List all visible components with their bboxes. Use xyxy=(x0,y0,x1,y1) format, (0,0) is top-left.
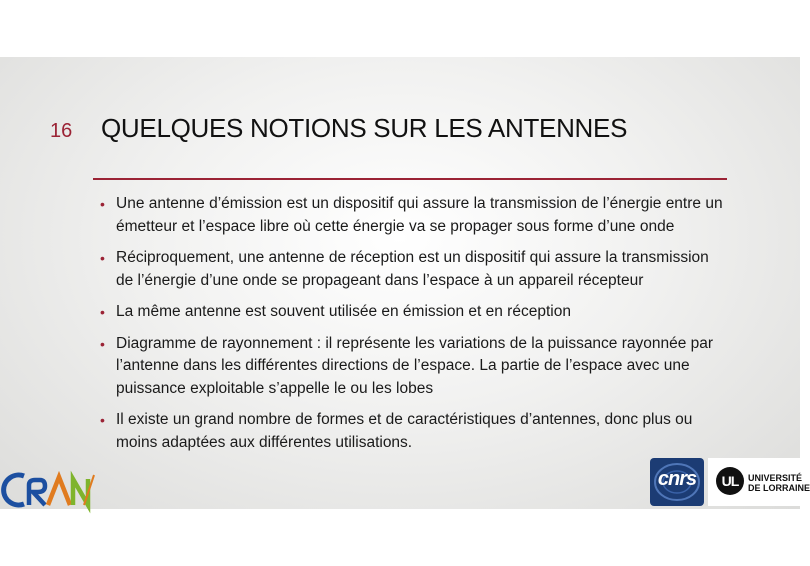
bullet-item xyxy=(100,247,730,292)
bullet-dot-icon: • xyxy=(100,412,105,428)
bullet-dot-icon: • xyxy=(100,304,105,320)
bullet-item xyxy=(100,333,730,401)
bullet-text: La même antenne est souvent utilisée en émission et en réception xyxy=(116,303,571,320)
bullet-text: Il existe un grand nombre de formes et de caractéristiques d’antennes, donc plus ou moins adaptées aux différentes utilisations. xyxy=(116,411,693,451)
ul-line-1: UNIVERSITÉ xyxy=(748,473,803,483)
bullet-item xyxy=(100,409,730,454)
bullet-text: Diagramme de rayonnement : il représente les variations de la puissance rayonnée par l’antenne dans les différentes directions de l’espace. La partie de l’espace avec une puissance exploitable s’appelle le ou les lobes xyxy=(116,334,714,397)
bullet-item xyxy=(100,193,730,238)
slide xyxy=(0,57,803,509)
universite-lorraine-logo xyxy=(708,458,810,506)
bullet-dot-icon: • xyxy=(100,250,105,266)
bullet-dot-icon: • xyxy=(100,335,105,352)
cnrs-logo xyxy=(650,458,704,506)
ul-mark-icon: UL xyxy=(716,467,744,495)
cran-logo xyxy=(0,467,98,512)
bullet-text: Une antenne d’émission est un dispositif qui assure la transmission de l’énergie entre un émetteur et l’espace libre où cette énergie va se propager sous forme d’une onde xyxy=(116,195,723,235)
slide-title: QUELQUES NOTIONS SUR LES ANTENNES xyxy=(101,113,628,143)
slide-number: 16 xyxy=(50,120,73,142)
bullet-list xyxy=(100,193,730,463)
title-underline xyxy=(93,178,727,180)
ul-line-2: DE LORRAINE xyxy=(748,483,810,493)
bullet-item xyxy=(100,301,730,324)
bullet-text: Réciproquement, une antenne de réception est un dispositif qui assure la transmission de l’énergie d’une onde se propageant dans l’espace à un appareil récepteur xyxy=(116,249,709,289)
cnrs-logo-text: cnrs xyxy=(657,468,697,490)
bullet-dot-icon: • xyxy=(100,196,105,212)
